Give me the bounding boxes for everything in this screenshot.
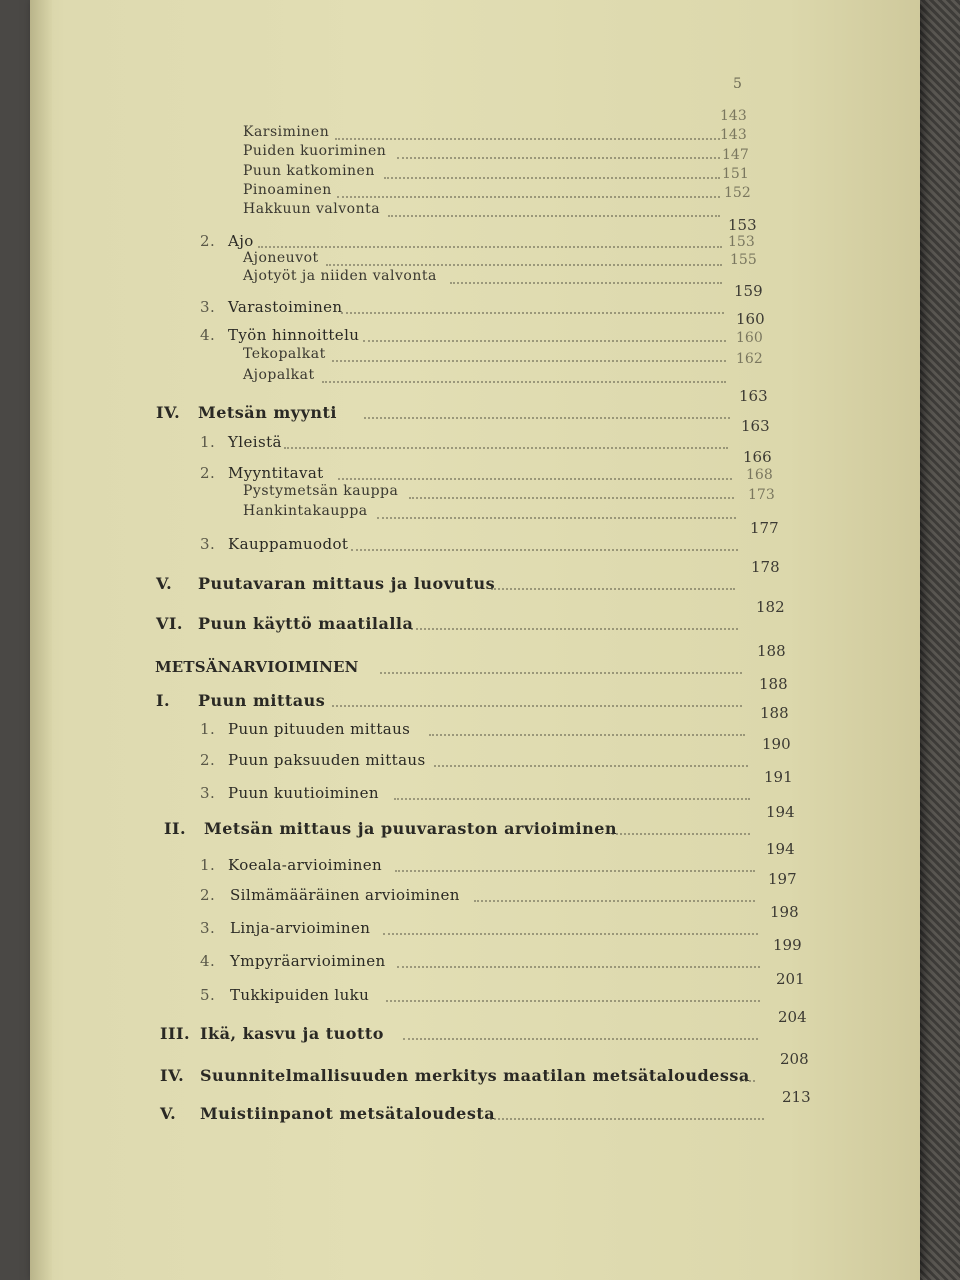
toc-entry-number: V.: [156, 574, 173, 593]
dot-leader: [403, 1038, 758, 1040]
toc-entry-title: Työn hinnoittelu: [228, 326, 360, 344]
toc-entry-page: 163: [739, 387, 768, 405]
toc-entry-page: 143: [720, 108, 747, 124]
toc-entry-title: Pinoaminen: [243, 182, 332, 198]
toc-entry-title: Linja-arvioiminen: [230, 919, 371, 937]
toc-entry-title: Puiden kuoriminen: [243, 143, 387, 159]
toc-entry-suunnitelmallisuuden-merkitys-maatilan-metsataloudessa: [0, 1050, 920, 1088]
dot-leader: [394, 798, 750, 800]
toc-entry-title: Puun pituuden mittaus: [228, 720, 411, 738]
toc-entry-page: 194: [766, 803, 795, 821]
dot-leader: [338, 478, 732, 480]
toc-entry-page: 177: [750, 519, 779, 537]
toc-entry-title: Ikä, kasvu ja tuotto: [200, 1024, 384, 1043]
toc-entry-yleista: [0, 417, 920, 455]
dot-leader: [383, 933, 758, 935]
toc-entry-number: 2.: [200, 886, 216, 904]
toc-entry-number: III.: [160, 1024, 191, 1043]
toc-entry-title: Puutavaran mittaus ja luovutus: [198, 574, 496, 593]
toc-entry-page: 182: [756, 598, 785, 616]
toc-entry-puun-kaytto-maatilalla: [0, 598, 920, 636]
toc-entry-title: Hankintakauppa: [243, 503, 368, 519]
toc-entry-title: Suunnitelmallisuuden merkitys maatilan metsätaloudessa: [200, 1066, 750, 1085]
toc-entry-title: Puun paksuuden mittaus: [228, 751, 426, 769]
toc-entry-title: Hakkuun valvonta: [243, 201, 381, 217]
toc-entry-muistiinpanot-metsataloudesta: [0, 1088, 920, 1126]
dot-leader: [341, 312, 724, 314]
dot-leader: [351, 549, 738, 551]
toc-entry-page: 153: [728, 234, 755, 250]
dot-leader: [377, 517, 736, 519]
toc-entry-number: I.: [156, 691, 171, 710]
toc-entry-metsan-mittaus-ja-puuvaraston-arvioiminen: [0, 803, 920, 841]
dot-leader: [397, 157, 720, 159]
toc-entry-page: 152: [724, 185, 751, 201]
toc-entry-page: 191: [764, 768, 793, 786]
toc-entry-number: 1.: [200, 433, 216, 451]
toc-entry-number: 2.: [200, 232, 216, 250]
toc-entry-number: 4.: [200, 326, 216, 344]
toc-entry-page: 151: [722, 166, 749, 182]
toc-entry-page: 208: [780, 1050, 809, 1068]
toc-entry-title: Koeala-arvioiminen: [228, 856, 383, 874]
toc-entry-page: 188: [759, 675, 788, 693]
toc-entry-number: V.: [160, 1104, 177, 1123]
toc-entry-page: 173: [748, 487, 775, 503]
toc-entry-page: 201: [776, 970, 805, 988]
dot-leader: [388, 215, 720, 217]
toc-entry-title: Puun kuutioiminen: [228, 784, 379, 802]
dot-leader: [429, 734, 745, 736]
toc-entry-page: 194: [766, 840, 795, 858]
toc-entry-page: 213: [782, 1088, 811, 1106]
toc-entry-metsan-myynti: [0, 387, 920, 425]
toc-entry-title: Ajoneuvot: [243, 250, 319, 266]
dot-leader: [364, 417, 730, 419]
toc-entry-puutavaran-mittaus-ja-luovutus: [0, 558, 920, 596]
toc-entry-number: 4.: [200, 952, 216, 970]
toc-entry-title: Varastoiminen: [228, 298, 343, 316]
toc-entry-page: 190: [762, 735, 791, 753]
toc-entry-number: IV.: [156, 403, 181, 422]
toc-entry-page: 197: [768, 870, 797, 888]
toc-entry-page: 188: [760, 704, 789, 722]
toc-entry-number: 3.: [200, 919, 216, 937]
toc-entry-title: Silmämääräinen arvioiminen: [230, 886, 460, 904]
toc-entry-page: 160: [736, 330, 763, 346]
dot-leader: [322, 381, 726, 383]
dot-leader: [740, 1080, 755, 1082]
toc-entry-number: 3.: [200, 784, 216, 802]
page-number: 5: [733, 76, 742, 92]
toc-entry-title: Pystymetsän kauppa: [243, 483, 399, 499]
toc-entry-kauppamuodot: [0, 519, 920, 557]
toc-entry-page: 155: [730, 252, 757, 268]
toc-entry-number: 2.: [200, 751, 216, 769]
toc-entry-number: 2.: [200, 464, 216, 482]
toc-entry-varastoiminen: [0, 282, 920, 320]
toc-entry-title: Ajo: [228, 232, 254, 250]
toc-entry-page: 188: [757, 642, 786, 660]
dot-leader: [474, 900, 755, 902]
toc-entry-number: 3.: [200, 535, 216, 553]
dot-leader: [612, 833, 750, 835]
toc-entry-page: 198: [770, 903, 799, 921]
dot-leader: [380, 672, 742, 674]
toc-entry-page: 160: [736, 310, 765, 328]
toc-entry-page: 166: [743, 448, 772, 466]
toc-entry-title: Puun käyttö maatilalla: [198, 614, 414, 633]
dot-leader: [409, 497, 734, 499]
toc-entry-title: Tekopalkat: [243, 346, 326, 362]
toc-entry-number: II.: [164, 819, 187, 838]
toc-entry-page: 168: [746, 467, 773, 483]
toc-entry-page: 178: [751, 558, 780, 576]
toc-entry-number: 3.: [200, 298, 216, 316]
dot-leader: [450, 282, 722, 284]
toc-entry-title: Yleistä: [228, 433, 282, 451]
toc-entry-title: Ajopalkat: [243, 367, 315, 383]
toc-entry-title: METSÄNARVIOIMINEN: [155, 658, 359, 676]
toc-entry-title: Tukkipuiden luku: [230, 986, 370, 1004]
dot-leader: [411, 628, 738, 630]
toc-entry-number: 5.: [200, 986, 216, 1004]
toc-entry-title: Karsiminen: [243, 124, 330, 140]
toc-entry-tukkipuiden-luku: [0, 970, 920, 1008]
toc-entry-number: IV.: [160, 1066, 185, 1085]
toc-entry-title: Ympyräarvioiminen: [230, 952, 386, 970]
toc-entry-page: 204: [778, 1008, 807, 1026]
toc-entry-title: Puun katkominen: [243, 163, 375, 179]
dot-leader: [363, 340, 726, 342]
dot-leader: [337, 196, 720, 198]
toc-entry-number: VI.: [156, 614, 183, 633]
toc-entry-title: Metsän mittaus ja puuvaraston arvioiminen: [204, 819, 618, 838]
toc-entry-number: 1.: [200, 856, 216, 874]
toc-entry-page: 159: [734, 282, 763, 300]
dot-leader: [395, 870, 755, 872]
dot-leader: [386, 1000, 760, 1002]
toc-entry-ika-kasvu-ja-tuotto: [0, 1008, 920, 1046]
toc-entry-title: Myyntitavat: [228, 464, 324, 482]
toc-entry-page: 163: [741, 417, 770, 435]
toc-entry-tyon-hinnoittelu: [0, 310, 920, 348]
dot-leader: [335, 138, 720, 140]
dot-leader: [397, 966, 760, 968]
dot-leader: [434, 765, 748, 767]
dot-leader: [332, 360, 726, 362]
toc-entry-page: 143: [720, 127, 747, 143]
toc-entry-title: Puun mittaus: [198, 691, 326, 710]
toc-entry-page: 147: [722, 147, 749, 163]
toc-entry-title: Muistiinpanot metsätaloudesta: [200, 1104, 496, 1123]
toc-entry-title: Metsän myynti: [198, 403, 337, 422]
toc-entry-number: 1.: [200, 720, 216, 738]
dot-leader: [258, 246, 722, 248]
dot-leader: [491, 588, 735, 590]
dot-leader: [284, 447, 728, 449]
dot-leader: [490, 1118, 764, 1120]
dot-leader: [384, 177, 720, 179]
dot-leader: [332, 705, 742, 707]
toc-entry-title: Kauppamuodot: [228, 535, 349, 553]
toc-entry-page: 199: [773, 936, 802, 954]
toc-entry-page: 153: [728, 216, 757, 234]
toc-entry-page: 162: [736, 351, 763, 367]
toc-entry-title: Ajotyöt ja niiden valvonta: [243, 268, 437, 284]
dot-leader: [326, 264, 722, 266]
